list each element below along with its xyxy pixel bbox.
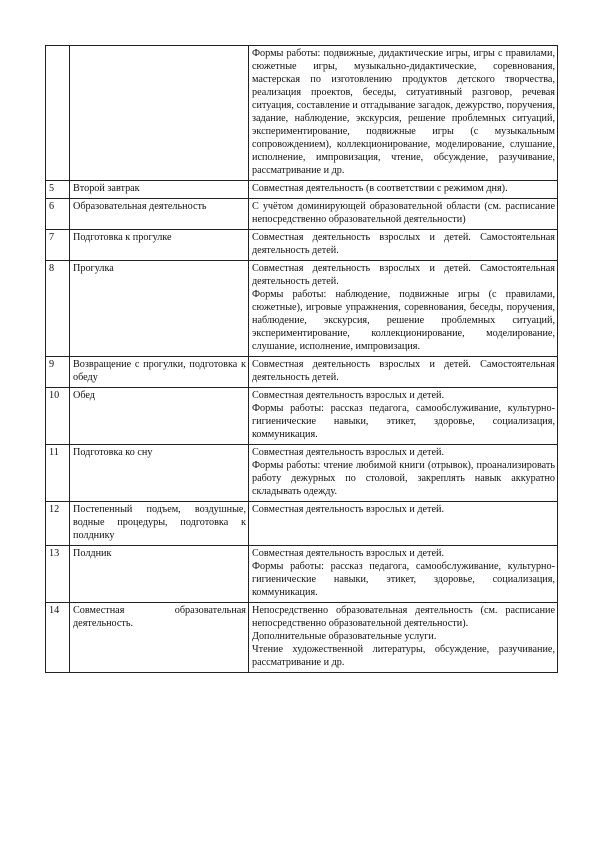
regime-stage — [70, 181, 249, 199]
activity-content — [249, 199, 558, 230]
activity-content — [249, 46, 558, 181]
row-number: 7 — [46, 230, 70, 261]
activity-paragraph: Совместная деятельность взрослых и детей. Самостоятельная деятельность детей. — [252, 359, 555, 383]
activity-content — [249, 603, 558, 673]
row-number: 5 — [46, 181, 70, 199]
activity-content — [249, 261, 558, 357]
activity-content — [249, 357, 558, 388]
activity-paragraph: Дополнительные образовательные услуги. — [252, 631, 437, 642]
row-number: 11 — [46, 445, 70, 502]
activity-paragraph: Формы работы: подвижные, дидактические игры, игры с правилами, сюжетные игры, музыкально-дидактические, соревнования, мастерская по изготовлению продуктов детского творчества, реализация проектов, беседы, ситуативный разговор, речевая ситуация, составление и отгадывание загадок, дежурство, поручения, задание, наблюдение, экскурсия, решение проблемных ситуаций, экспериментирование, подвижные игры (с музыкальным сопровождением), коллекционирование, моделирование, слушание, исполнение, импровизация, чтение, обсуждение, разучивание, рассматривание и др. — [252, 48, 555, 176]
regime-stage — [70, 357, 249, 388]
row-number: 14 — [46, 603, 70, 673]
activity-paragraph: Совместная деятельность взрослых и детей. — [252, 548, 445, 559]
activity-paragraph: Совместная деятельность взрослых и детей. Самостоятельная деятельность детей. — [252, 263, 555, 287]
regime-stage-text: Второй завтрак — [73, 183, 140, 194]
regime-stage — [70, 261, 249, 357]
activity-paragraph: С учётом доминирующей образовательной области (см. расписание непосредственно образовательной деятельности) — [252, 201, 555, 225]
table-row — [46, 46, 558, 181]
row-number: 9 — [46, 357, 70, 388]
regime-stage-text: Подготовка ко сну — [73, 447, 153, 458]
row-number — [46, 46, 70, 181]
regime-stage — [70, 46, 249, 181]
row-number: 8 — [46, 261, 70, 357]
regime-stage — [70, 199, 249, 230]
row-number: 12 — [46, 502, 70, 546]
activity-paragraph: Формы работы: рассказ педагога, самообслуживание, культурно-гигиенические навыки, этикет, здоровье, социализация, коммуникация. — [252, 403, 555, 440]
regime-stage-text: Постепенный подъем, воздушные, водные процедуры, подготовка к полднику — [73, 504, 246, 541]
schedule-table — [45, 45, 558, 673]
activity-paragraph: Совместная деятельность взрослых и детей. Самостоятельная деятельность детей. — [252, 232, 555, 256]
activity-paragraph: Формы работы: чтение любимой книги (отрывок), проанализировать работу дежурных по столовой, закреплять навык аккуратно складывать одежду. — [252, 460, 555, 497]
activity-paragraph: Совместная деятельность (в соответствии с режимом дня). — [252, 183, 508, 194]
schedule-body — [46, 46, 558, 673]
activity-content — [249, 546, 558, 603]
row-number: 6 — [46, 199, 70, 230]
activity-paragraph: Формы работы: рассказ педагога, самообслуживание, культурно-гигиенические навыки, этикет, здоровье, социализация, коммуникация. — [252, 561, 555, 598]
regime-stage-text: Возвращение с прогулки, подготовка к обеду — [73, 359, 246, 383]
table-row — [46, 199, 558, 230]
regime-stage — [70, 603, 249, 673]
table-row — [46, 445, 558, 502]
regime-stage-text: Прогулка — [73, 263, 114, 274]
activity-content — [249, 230, 558, 261]
row-number: 10 — [46, 388, 70, 445]
regime-stage — [70, 445, 249, 502]
regime-stage — [70, 388, 249, 445]
regime-stage-text: Подготовка к прогулке — [73, 232, 172, 243]
regime-stage-text: Образовательная деятельность — [73, 201, 207, 212]
activity-paragraph: Совместная деятельность взрослых и детей. — [252, 390, 445, 401]
regime-stage-text: Обед — [73, 390, 95, 401]
table-row — [46, 230, 558, 261]
activity-content — [249, 181, 558, 199]
activity-content — [249, 388, 558, 445]
table-row — [46, 388, 558, 445]
regime-stage — [70, 502, 249, 546]
row-number: 13 — [46, 546, 70, 603]
activity-content — [249, 502, 558, 546]
regime-stage — [70, 546, 249, 603]
table-row — [46, 357, 558, 388]
activity-paragraph: Совместная деятельность взрослых и детей. — [252, 447, 445, 458]
activity-paragraph: Совместная деятельность взрослых и детей. — [252, 504, 445, 515]
regime-stage-text: Полдник — [73, 548, 112, 559]
activity-content — [249, 445, 558, 502]
regime-stage — [70, 230, 249, 261]
table-row — [46, 261, 558, 357]
table-row — [46, 546, 558, 603]
table-row — [46, 181, 558, 199]
table-row — [46, 502, 558, 546]
activity-paragraph: Формы работы: наблюдение, подвижные игры (с правилами, сюжетные), игровые упражнения, соревнования, беседы, поручения, наблюдение, экскурсия, решение проблемных ситуаций, экспериментирование, коллекционирование, моделирование, слушание, исполнение, импровизация. — [252, 289, 555, 352]
table-row — [46, 603, 558, 673]
activity-paragraph: Непосредственно образовательная деятельность (см. расписание непосредственно образовательной деятельности). — [252, 605, 555, 629]
activity-paragraph: Чтение художественной литературы, обсуждение, разучивание, рассматривание и др. — [252, 644, 555, 668]
regime-stage-text: Совместная образовательная деятельность. — [73, 605, 246, 629]
